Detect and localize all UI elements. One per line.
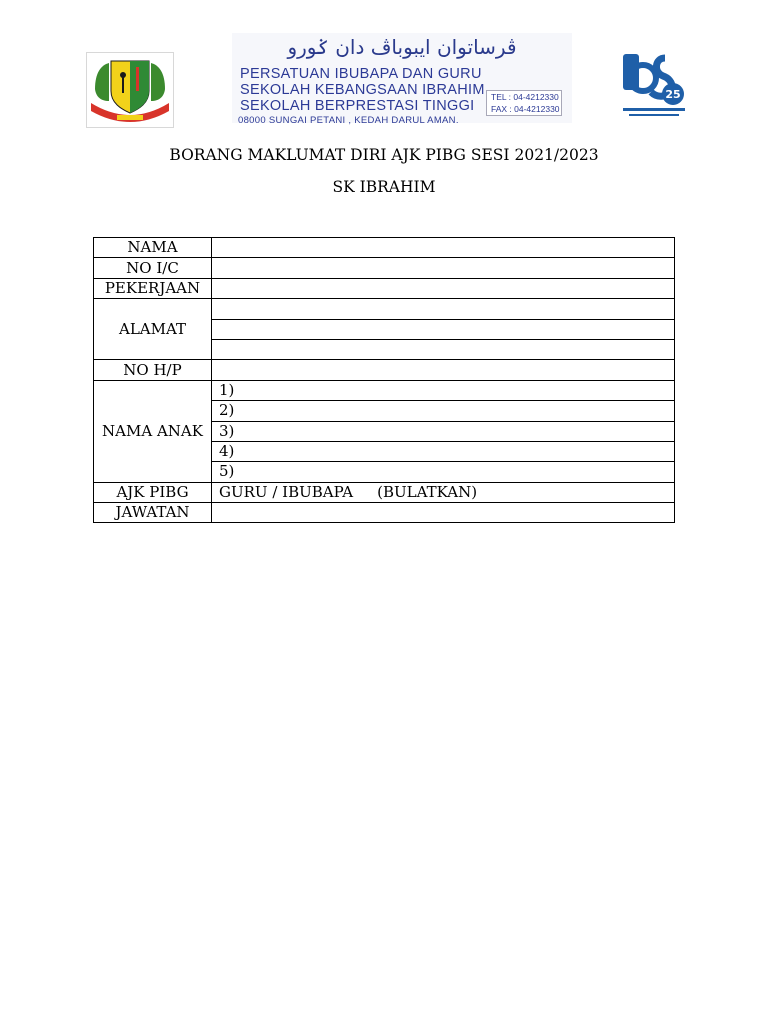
- ajk-instruction: (BULATKAN): [377, 482, 478, 501]
- nama-label: NAMA: [94, 238, 212, 258]
- row-hp: [94, 360, 675, 380]
- ic-field[interactable]: [212, 258, 675, 278]
- pekerjaan-field[interactable]: [212, 278, 675, 298]
- jawatan-field[interactable]: [212, 503, 675, 523]
- partner-logo-badge: 25: [665, 88, 681, 101]
- row-ic: [94, 258, 675, 278]
- nama-anak-label: NAMA ANAK: [94, 380, 212, 482]
- banner-address: 08000 SUNGAI PETANI , KEDAH DARUL AMAN.: [238, 115, 459, 126]
- anak-field-3[interactable]: 3): [212, 421, 675, 441]
- row-ajk: [94, 482, 675, 502]
- jawatan-label: JAWATAN: [94, 503, 212, 523]
- row-jawatan: [94, 503, 675, 523]
- hp-field[interactable]: [212, 360, 675, 380]
- banner-line-2: SEKOLAH KEBANGSAAN IBRAHIM: [240, 82, 485, 98]
- banner-line-3: SEKOLAH BERPRESTASI TINGGI: [240, 98, 475, 114]
- alamat-field-3[interactable]: [212, 339, 675, 359]
- school-crest-logo: [86, 52, 174, 128]
- school-name: SK IBRAHIM: [332, 178, 436, 196]
- member-info-form: [93, 237, 675, 523]
- pekerjaan-label: PEKERJAAN: [94, 278, 212, 298]
- banner-contact-box: [486, 90, 562, 116]
- row-anak-1: [94, 380, 675, 400]
- anak-field-4[interactable]: 4): [212, 441, 675, 461]
- row-pekerjaan: [94, 278, 675, 298]
- pibg-banner: [232, 33, 572, 126]
- form-title: BORANG MAKLUMAT DIRI AJK PIBG SESI 2021/2023: [169, 146, 599, 164]
- row-nama: [94, 238, 675, 258]
- banner-tel: TEL : 04-4212330: [491, 92, 559, 102]
- banner-line-1: PERSATUAN IBUBAPA DAN GURU: [240, 66, 482, 82]
- partner-logo: [619, 50, 689, 122]
- alamat-label: ALAMAT: [94, 299, 212, 360]
- banner-jawi-text: ڤرساتوان ايبوباڤ دان ݢورو: [287, 35, 517, 59]
- ajk-field[interactable]: [212, 482, 675, 502]
- anak-field-1[interactable]: 1): [212, 380, 675, 400]
- anak-field-2[interactable]: 2): [212, 401, 675, 421]
- hp-label: NO H/P: [94, 360, 212, 380]
- anak-field-5[interactable]: 5): [212, 462, 675, 482]
- ajk-options[interactable]: GURU / IBUBAPA: [219, 482, 354, 501]
- row-alamat-1: [94, 299, 675, 319]
- ajk-label: AJK PIBG: [94, 482, 212, 502]
- alamat-field-1[interactable]: [212, 299, 675, 319]
- letterhead: [0, 0, 768, 140]
- alamat-field-2[interactable]: [212, 319, 675, 339]
- banner-fax: FAX : 04-4212330: [491, 104, 560, 114]
- ic-label: NO I/C: [94, 258, 212, 278]
- nama-field[interactable]: [212, 238, 675, 258]
